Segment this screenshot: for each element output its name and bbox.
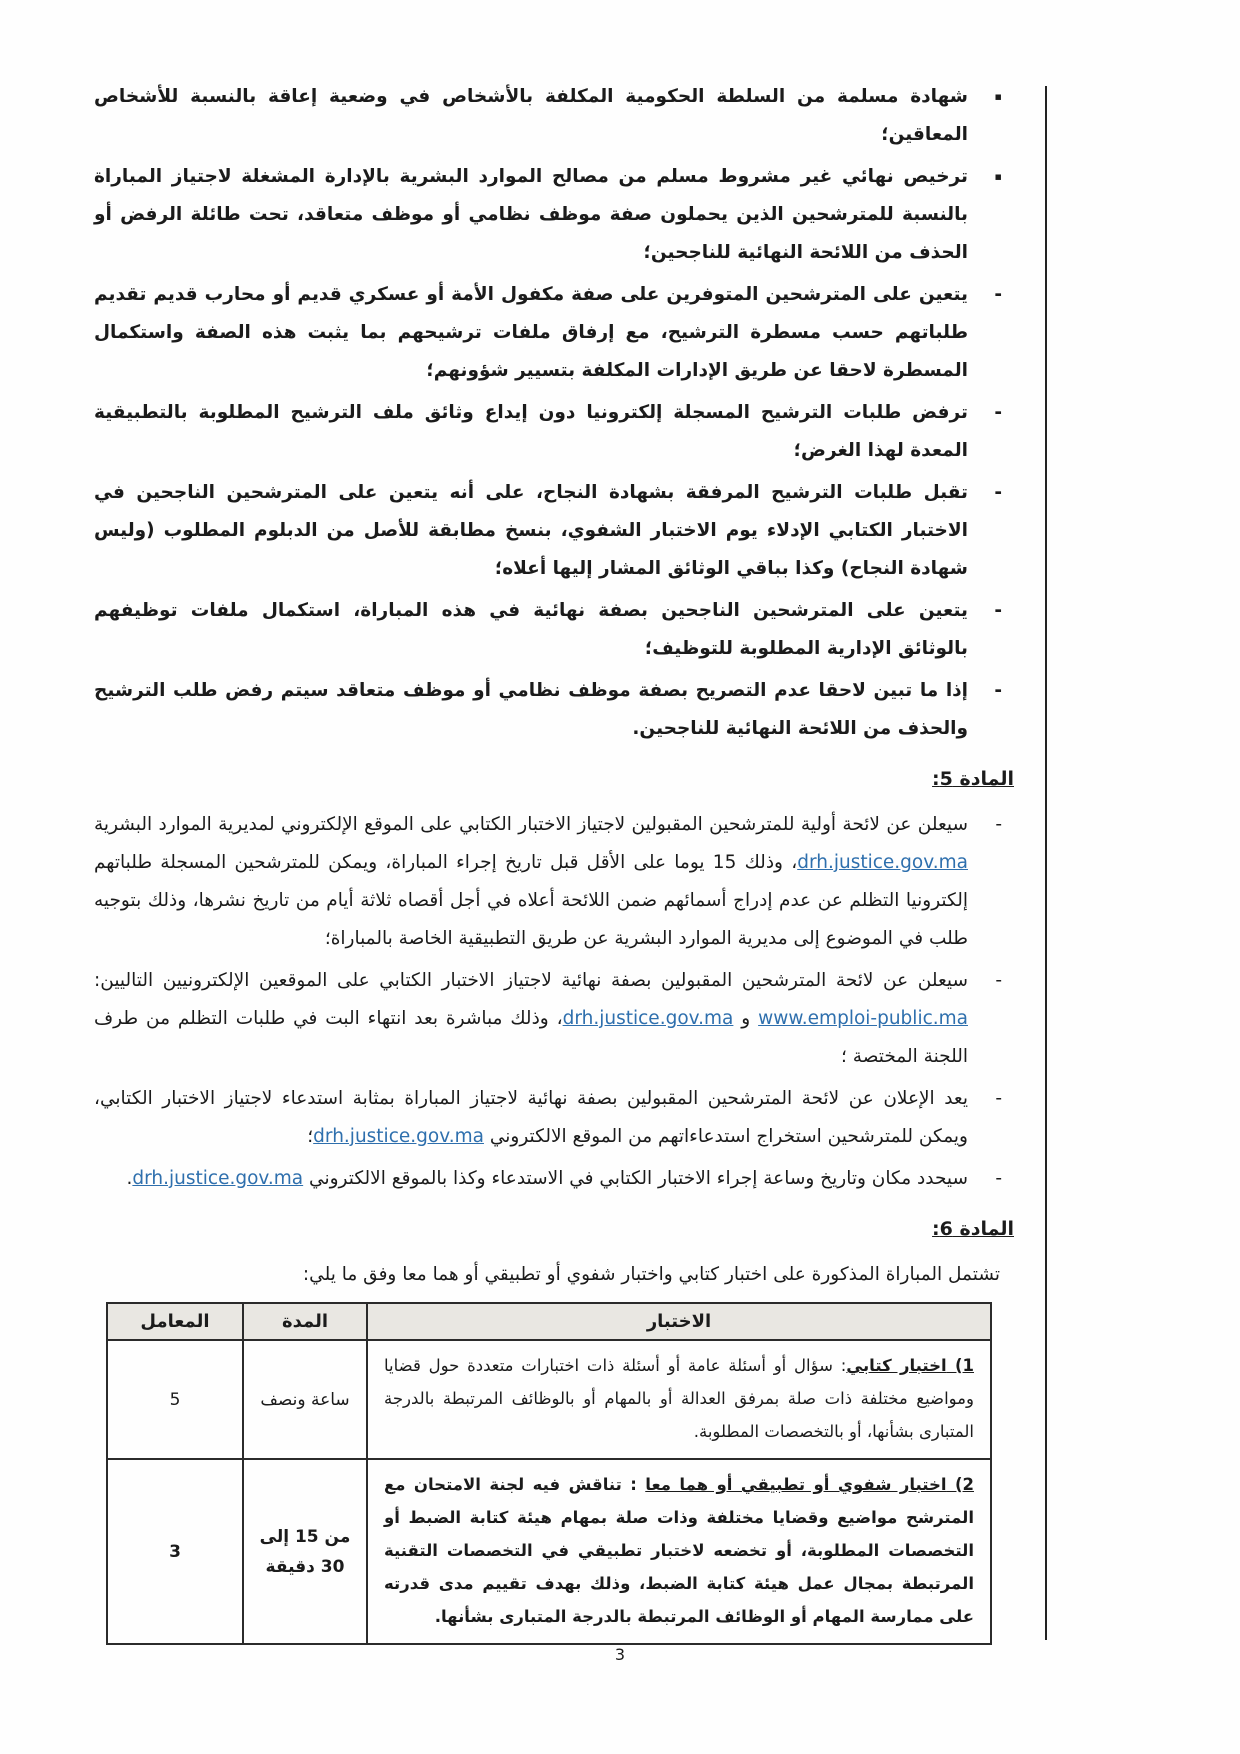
dash-bullet-icon: -: [995, 1168, 1002, 1189]
list-item-text: شهادة مسلمة من السلطة الحكومية المكلفة بالأشخاص في وضعية إعاقة بالنسبة للأشخاص المعاقين؛: [94, 86, 968, 145]
dash-bullet-icon: -: [994, 600, 1002, 621]
list-item-text: ؛: [307, 1126, 314, 1147]
list-item-text: سيحدد مكان وتاريخ وساعة إجراء الاختبار الكتابي في الاستدعاء وكذا بالموقع الالكتروني: [303, 1168, 968, 1189]
dash-bullet-icon: -: [995, 814, 1002, 835]
list-item-text: ، وذلك 15 يوما على الأقل قبل تاريخ إجراء المباراة، ويمكن للمترشحين المسجلة طلباتهم إلكترونيا التظلم عن عدم إدراج أسمائهم ضمن اللائحة أعلاه في أجل أقصاه ثلاثة أيام من تاريخ نشرها، وذلك بتوجيه طلب في الموضوع إلى مديرية الموارد البشرية عن طريق التطبيقية الخاصة بالمباراة؛: [94, 852, 968, 949]
list-item: [94, 1160, 1016, 1198]
exam-structure-table: [106, 1302, 992, 1645]
list-item-text: سيعلن عن لائحة المترشحين المقبولين بصفة نهائية لاجتياز الاختبار الكتابي على الموقعين الإلكترونيين التاليين:: [94, 970, 968, 991]
column-header-coefficient: المعامل: [107, 1303, 243, 1340]
square-bullet-icon: ▪: [994, 90, 1002, 103]
drh-justice-link[interactable]: drh.justice.gov.ma: [797, 852, 968, 873]
procedure-rules-list: [94, 276, 1016, 748]
list-item: [94, 78, 1016, 154]
table-header-row: [107, 1303, 991, 1340]
exam-description-cell: [367, 1459, 991, 1644]
required-documents-list: [94, 78, 1016, 272]
dash-bullet-icon: -: [994, 680, 1002, 701]
dash-bullet-icon: -: [994, 284, 1002, 305]
article-5-list: [94, 806, 1016, 1198]
list-item-text: و: [733, 1008, 759, 1029]
drh-justice-link[interactable]: drh.justice.gov.ma: [562, 1008, 734, 1029]
dash-bullet-icon: -: [995, 970, 1002, 991]
coefficient-cell: 5: [107, 1340, 243, 1459]
drh-justice-link[interactable]: drh.justice.gov.ma: [313, 1126, 484, 1147]
exam-description-text: : سؤال أو أسئلة عامة أو أسئلة ذات اختبارات متعددة حول قضايا ومواضيع مختلفة ذات صلة بمرفق العدالة أو بالمهام أو بالوظائف المرتبطة بالدرجة المتبارى بشأنها، أو بالتخصصات المطلوبة.: [384, 1356, 974, 1441]
list-item: [94, 394, 1016, 470]
list-item-text: إذا ما تبين لاحقا عدم التصريح بصفة موظف نظامي أو موظف متعاقد سيتم رفض طلب الترشيح والحذف من اللائحة النهائية للناجحين.: [94, 680, 968, 739]
exam-number: 1): [946, 1356, 974, 1375]
scan-fold-line: [1045, 86, 1047, 1640]
list-item-text: يعد الإعلان عن لائحة المترشحين المقبولين بصفة نهائية لاجتياز المباراة بمثابة استدعاء لاجتياز الاختبار الكتابي، ويمكن للمترشحين استخراج استدعاءاتهم من الموقع الالكتروني: [94, 1088, 968, 1147]
list-item-text: ، وذلك مباشرة بعد انتهاء البت في طلبات التظلم من طرف اللجنة المختصة ؛: [94, 1008, 968, 1067]
table-row: [107, 1459, 991, 1644]
square-bullet-icon: ▪: [994, 170, 1002, 183]
table-row: [107, 1340, 991, 1459]
list-item-text: يتعين على المترشحين المتوفرين على صفة مكفول الأمة أو عسكري قديم أو محارب قديم تقديم طلباتهم حسب مسطرة الترشيح، مع إرفاق ملفات ترشيحهم بما يثبت هذه الصفة واستكمال المسطرة لاحقا عن طريق الإدارات المكلفة بتسيير شؤونهم؛: [94, 284, 968, 381]
dash-bullet-icon: -: [994, 402, 1002, 423]
list-item: [94, 276, 1016, 390]
exam-structure-intro: تشتمل المباراة المذكورة على اختبار كتابي واختبار شفوي أو تطبيقي أو هما معا وفق ما يلي:: [302, 1264, 1000, 1285]
article-6-heading: المادة 6:: [932, 1218, 1014, 1240]
exam-description-text: : تناقش فيه لجنة الامتحان مع المترشح مواضيع وقضايا مختلفة وذات صلة بمهام هيئة كتابة الضبط أو التخصصات المطلوبة، أو تخضعه لاختبار تطبيقي في التخصصات التقنية المرتبطة بمجال عمل هيئة كتابة الضبط، وذلك بهدف تقييم مدى قدرته على ممارسة المهام أو الوظائف المرتبطة بالدرجة المتبارى بشأنها.: [384, 1475, 974, 1626]
drh-justice-link[interactable]: drh.justice.gov.ma: [132, 1168, 304, 1189]
list-item: [94, 474, 1016, 588]
list-item: [94, 158, 1016, 272]
column-header-duration: المدة: [243, 1303, 367, 1340]
list-item: [94, 672, 1016, 748]
list-item: [94, 1080, 1016, 1156]
duration-cell: من 15 إلى 30 دقيقة: [243, 1459, 367, 1644]
document-content: [94, 78, 1016, 1645]
list-item: [94, 962, 1016, 1076]
column-header-exam: الاختبار: [367, 1303, 991, 1340]
list-item-text: .: [126, 1168, 133, 1189]
coefficient-cell: 3: [107, 1459, 243, 1644]
duration-cell: ساعة ونصف: [243, 1340, 367, 1459]
exam-type-label: اختبار شفوي أو تطبيقي أو هما معا: [645, 1475, 947, 1494]
list-item: [94, 592, 1016, 668]
exam-number: 2): [946, 1475, 974, 1494]
exam-description-cell: [367, 1340, 991, 1459]
list-item-text: ترخيص نهائي غير مشروط مسلم من مصالح الموارد البشرية بالإدارة المشغلة لاجتياز المباراة بالنسبة للمترشحين الذين يحملون صفة موظف نظامي أو موظف متعاقد، تحت طائلة الرفض أو الحذف من اللائحة النهائية للناجحين؛: [94, 166, 968, 263]
list-item-text: يتعين على المترشحين الناجحين بصفة نهائية في هذه المباراة، استكمال ملفات توظيفهم بالوثائق الإدارية المطلوبة للتوظيف؛: [94, 600, 968, 659]
list-item: [94, 806, 1016, 958]
page-number: 3: [614, 1645, 626, 1664]
exam-type-label: اختبار كتابي: [846, 1356, 947, 1375]
dash-bullet-icon: -: [994, 482, 1002, 503]
emploi-public-link[interactable]: www.emploi-public.ma: [758, 1008, 968, 1029]
list-item-text: سيعلن عن لائحة أولية للمترشحين المقبولين لاجتياز الاختبار الكتابي على الموقع الإلكتروني لمديرية الموارد البشرية: [94, 814, 968, 835]
dash-bullet-icon: -: [995, 1088, 1002, 1109]
article-5-heading: المادة 5:: [932, 768, 1014, 790]
list-item-text: ترفض طلبات الترشيح المسجلة إلكترونيا دون إيداع وثائق ملف الترشيح المطلوبة بالتطبيقية المعدة لهذا الغرض؛: [94, 402, 968, 461]
list-item-text: تقبل طلبات الترشيح المرفقة بشهادة النجاح، على أنه يتعين على المترشحين الناجحين في الاختبار الكتابي الإدلاء يوم الاختبار الشفوي، بنسخ مطابقة للأصل من الدبلوم المطلوب (وليس شهادة النجاح) وكذا بباقي الوثائق المشار إليها أعلاه؛: [94, 482, 968, 579]
